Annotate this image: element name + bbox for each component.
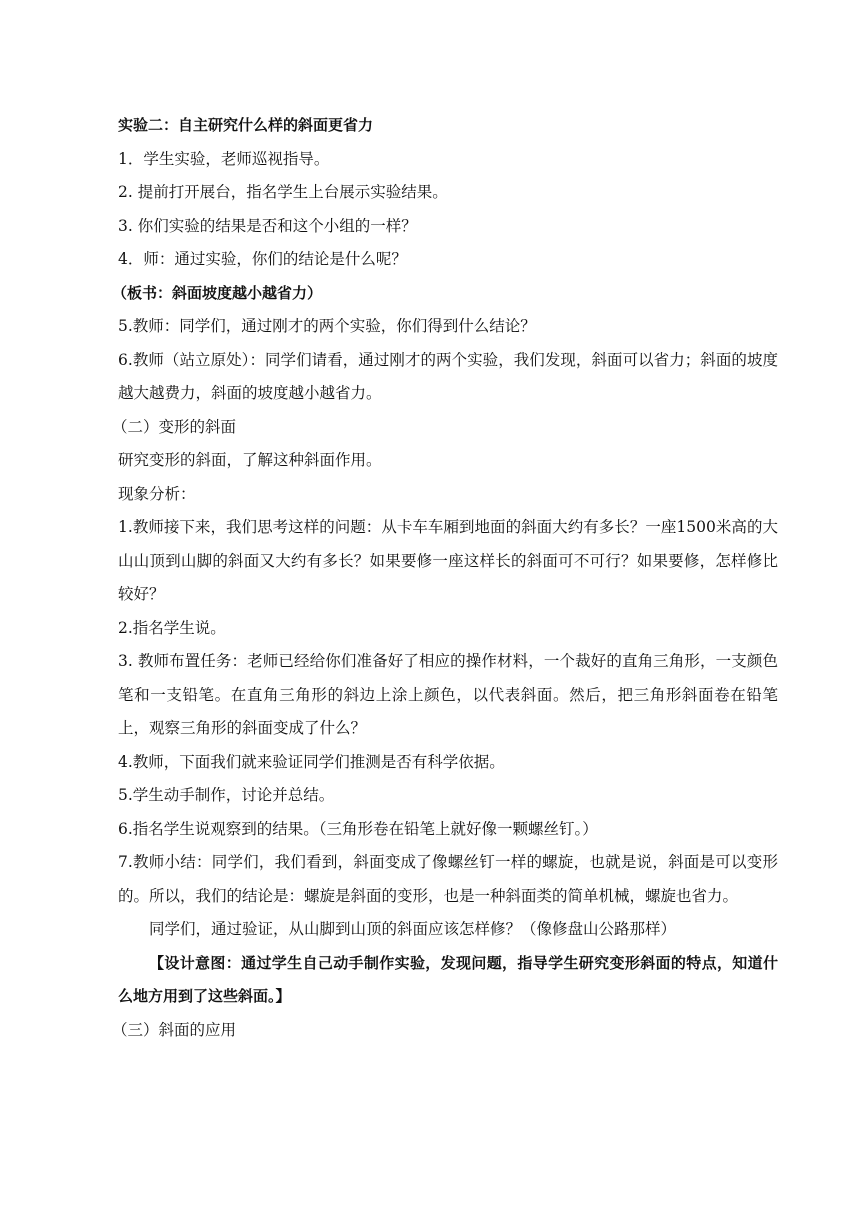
step-line-3: 3. 你们实验的结果是否和这个小组的一样？ <box>118 216 417 235</box>
step-line-2: 2. 提前打开展台，指名学生上台展示实验结果。 <box>118 183 448 201</box>
analysis-item-4: 4.教师，下面我们就来验证同学们推测是否有科学依据。 <box>118 752 505 771</box>
document-body <box>112 109 778 1047</box>
section-2-title: （二）变形的斜面 <box>112 417 237 436</box>
analysis-item-2: 2.指名学生说。 <box>118 618 226 637</box>
analysis-item-3: 3. 教师布置任务：老师已经给你们准备好了相应的操作材料，一个裁好的直角三角形，一支颜色笔和一支铅笔。在直角三角形的斜边上涂上颜色，以代表斜面。然后，把三角形斜面卷在铅笔上，观察三角形的斜面变成了什么？ <box>118 652 778 737</box>
experiment-heading: 实验二：自主研究什么样的斜面更省力 <box>118 116 374 134</box>
analysis-item-6: 6.指名学生说观察到的结果。（三角形卷在铅笔上就好像一颗螺丝钉。） <box>118 819 598 838</box>
section-3-title: （三）斜面的应用 <box>112 1020 237 1039</box>
step-line-4: 4．师：通过实验，你们的结论是什么呢？ <box>118 250 407 268</box>
board-note: （板书：斜面坡度越小越省力） <box>112 283 323 302</box>
analysis-item-7: 7.教师小结：同学们，我们看到，斜面变成了像螺丝钉一样的螺旋，也就是说，斜面是可以变形的。所以，我们的结论是：螺旋是斜面的变形，也是一种斜面类的简单机械，螺旋也省力。 <box>118 853 778 905</box>
closing-question: 同学们，通过验证，从山脚到山顶的斜面应该怎样修？（像修盘山公路那样） <box>149 920 677 938</box>
step-line-1: 1．学生实验，老师巡视指导。 <box>118 149 330 168</box>
teacher-question-5: 5.教师：同学们，通过刚才的两个实验，你们得到什么结论？ <box>118 317 536 335</box>
analysis-item-5: 5.学生动手制作，讨论并总结。 <box>118 786 335 804</box>
section-2-intro: 研究变形的斜面，了解这种斜面作用。 <box>118 451 382 469</box>
analysis-item-1: 1.教师接下来，我们思考这样的问题：从卡车车厢到地面的斜面大约有多长？一座1500米高的大山山顶到山脚的斜面又大约有多长？如果要修一座这样长的斜面可不可行？如果要修，怎样修比较好？ <box>118 518 778 603</box>
analysis-label: 现象分析： <box>118 484 196 503</box>
teacher-statement-6: 6.教师（站立原处）：同学们请看，通过刚才的两个实验，我们发现，斜面可以省力；斜面的坡度越大越费力，斜面的坡度越小越省力。 <box>118 350 778 402</box>
design-intent: 【设计意图：通过学生自己动手制作实验，发现问题，指导学生研究变形斜面的特点，知道什么地方用到了这些斜面。】 <box>118 953 778 1005</box>
